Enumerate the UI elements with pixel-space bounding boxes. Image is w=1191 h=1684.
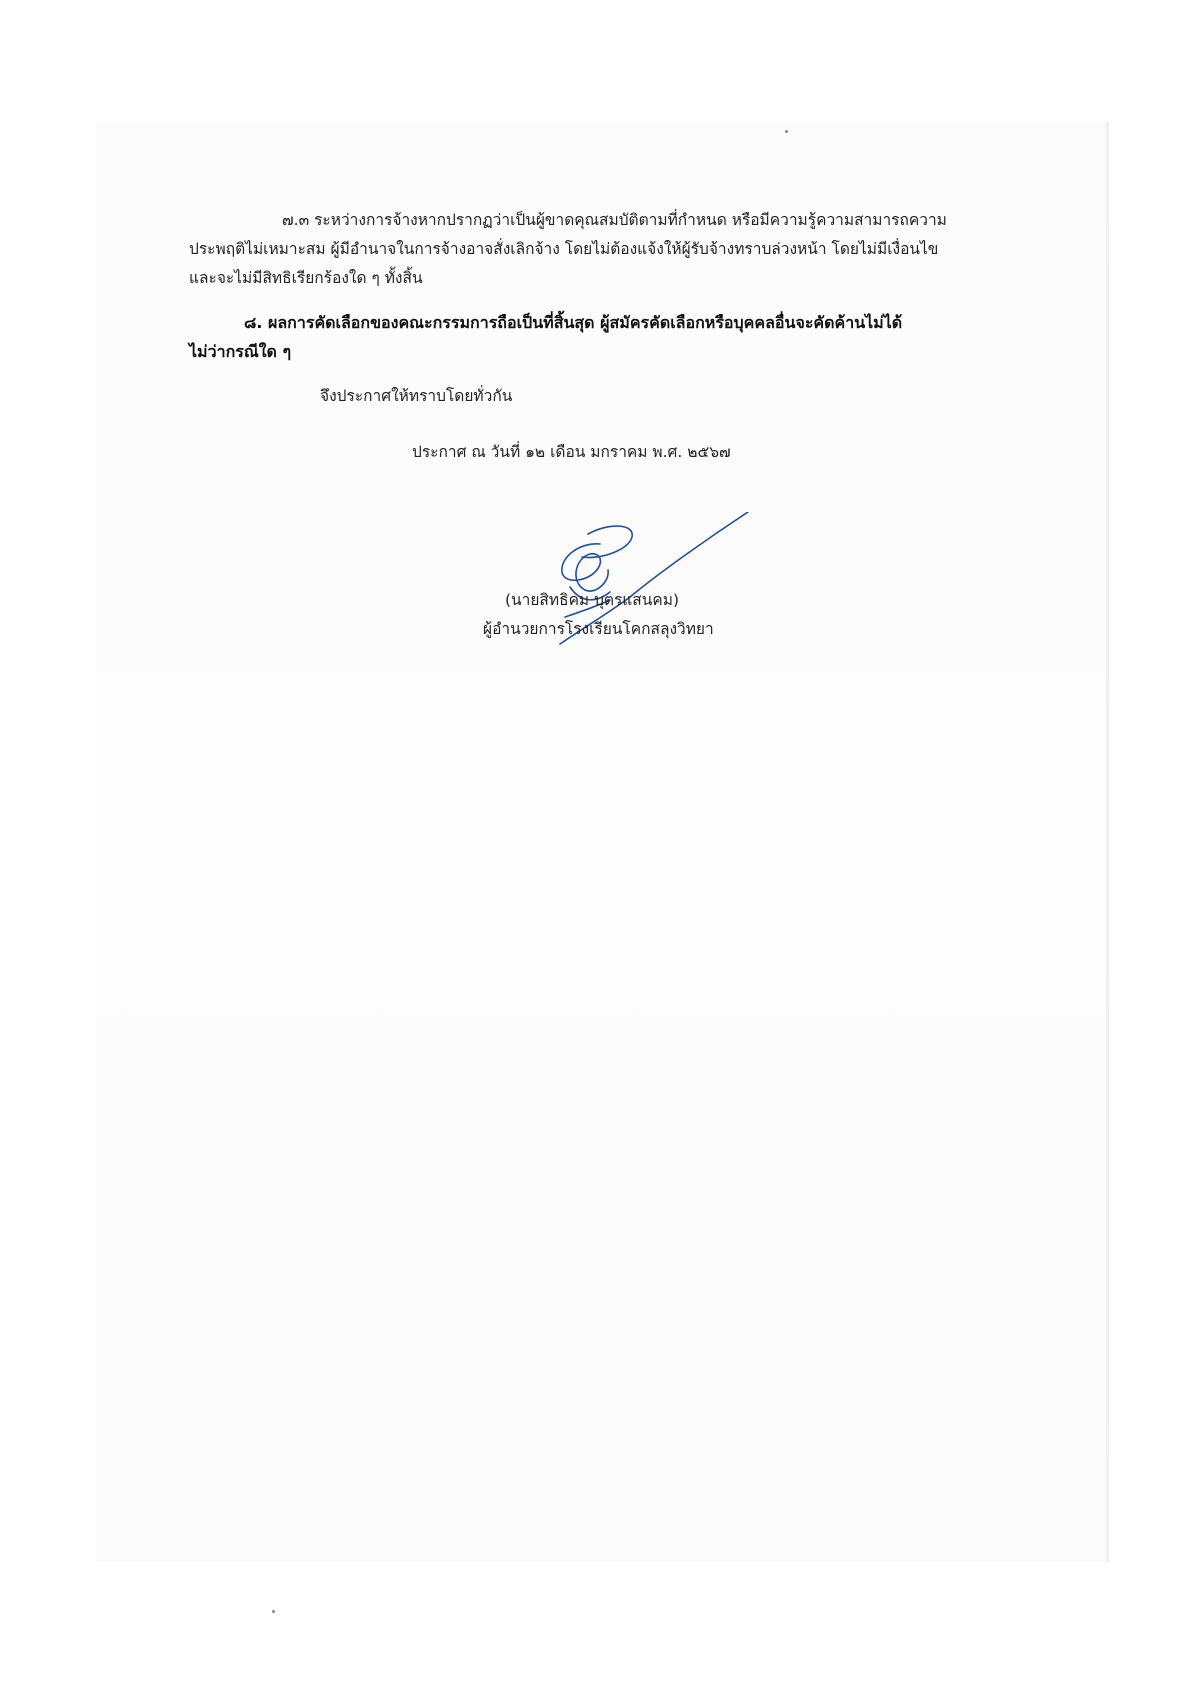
scan-speck — [785, 130, 788, 133]
signatory-name: (นายสิทธิคม บุตรแสนคม) — [505, 591, 679, 609]
clause-7-3-line-2: ประพฤติไม่เหมาะสม ผู้มีอำนาจในการจ้างอาจสั่งเลิกจ้าง โดยไม่ต้องแจ้งให้ผู้รับจ้างทราบล่วงหน้า โดยไม่มีเงื่อนไข — [189, 240, 939, 258]
announcement-date: ประกาศ ณ วันที่ ๑๒ เดือน มกราคม พ.ศ. ๒๕๖๗ — [412, 443, 731, 461]
signatory-position: ผู้อำนวยการโรงเรียนโคกสลุงวิทยา — [483, 620, 714, 638]
clause-8-line-1: ๘. ผลการคัดเลือกของคณะกรรมการถือเป็นที่สิ้นสุด ผู้สมัครคัดเลือกหรือบุคคลอื่นจะคัดค้านไม่ได้ — [244, 313, 903, 332]
clause-7-3-line-1: ๗.๓ ระหว่างการจ้างหากปรากฏว่าเป็นผู้ขาดคุณสมบัติตามที่กำหนด หรือมีความรู้ความสามารถความ — [282, 211, 947, 229]
clause-8-line-2: ไม่ว่ากรณีใด ๆ — [189, 342, 292, 361]
clause-7-3-line-3: และจะไม่มีสิทธิเรียกร้องใด ๆ ทั้งสิ้น — [189, 269, 423, 287]
scanned-paper-area — [95, 122, 1110, 1562]
scan-speck — [272, 1610, 275, 1613]
announcement-closing: จึงประกาศให้ทราบโดยทั่วกัน — [320, 387, 513, 405]
scan-edge — [1106, 122, 1109, 1562]
